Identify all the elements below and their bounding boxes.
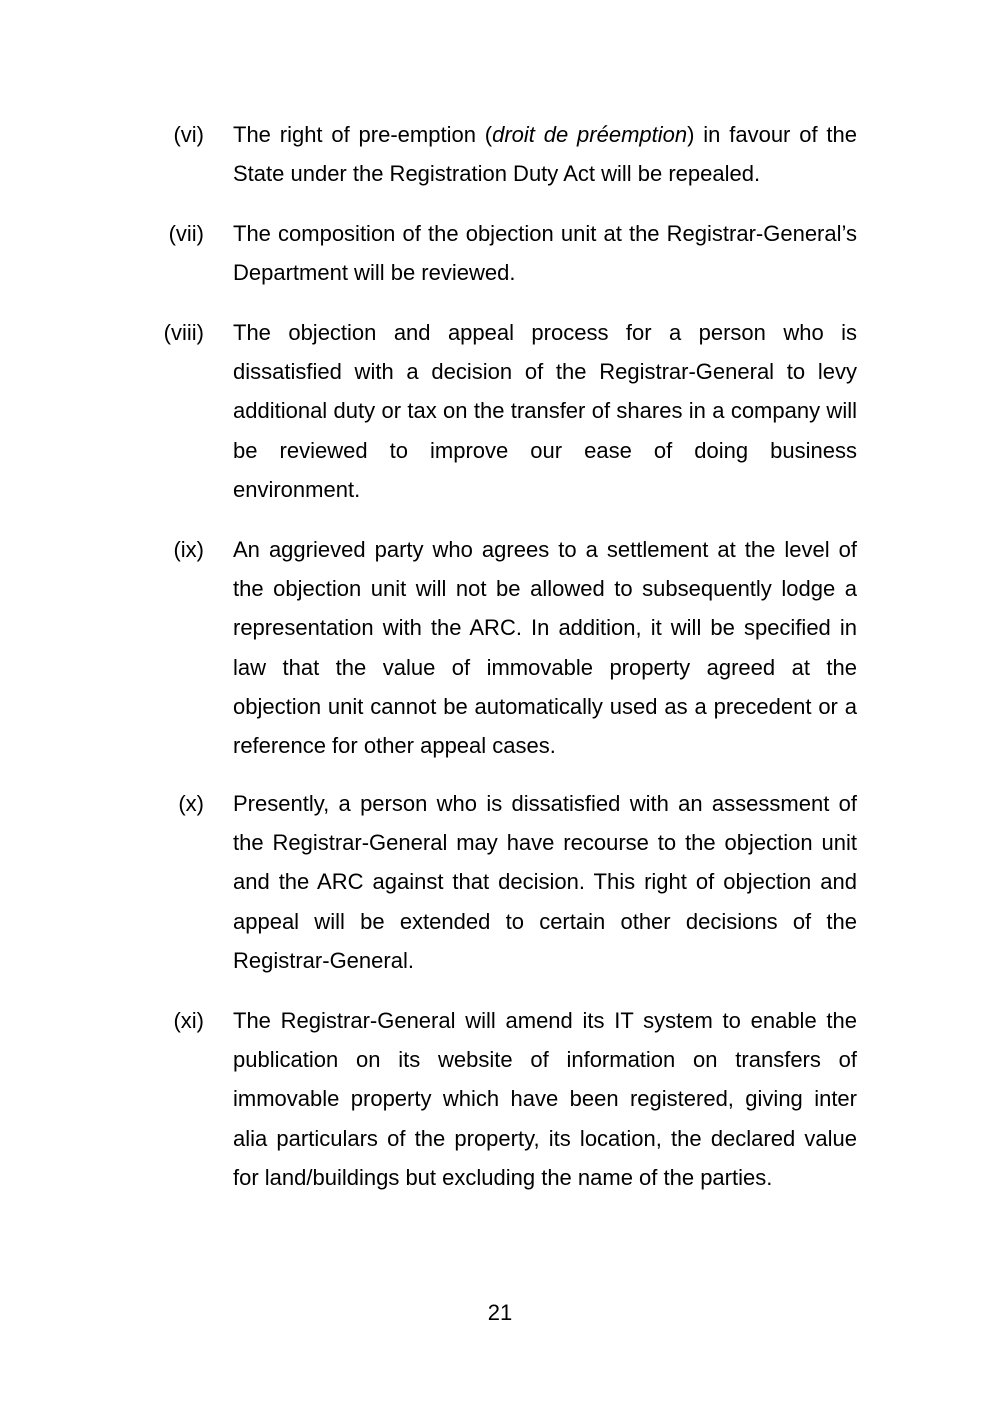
item-text: The objection and appeal process for a person who is dissatisfied with a decision of the Registrar-General to levy additional duty or tax on the transfer of shares in a company will be reviewed to improve our ease of doing business environment. — [233, 320, 857, 502]
item-text: The Registrar-General will amend its IT system to enable the publication on its website of information on transfers of immovable property which have been registered, giving inter alia particulars of the property, its location, the declared value for land/buildings but excluding the name of the parties. — [233, 1008, 857, 1190]
item-text-end: ) in favour of the State under the Registration Duty Act will be repealed. — [233, 122, 857, 187]
item-text: Presently, a person who is dissatisfied with an assessment of the Registrar-General may have recourse to the objection unit and the ARC against that decision. This right of objection and appeal will be extended to certain other decisions of the Registrar-General. — [233, 791, 857, 973]
item-text — [233, 115, 857, 193]
item-number: (xi) — [173, 1008, 204, 1033]
item-number: (ix) — [173, 537, 204, 562]
item-number: (vi) — [173, 122, 204, 147]
item-text: An aggrieved party who agrees to a settlement at the level of the objection unit will not be allowed to subsequently lodge a representation with the ARC. In addition, it will be specified in law that the value of immovable property agreed at the objection unit cannot be automatically used as a precedent or a reference for other appeal cases. — [233, 537, 857, 759]
italic-term: droit de préemption — [492, 122, 688, 147]
item-number: (viii) — [163, 320, 204, 345]
item-text: The composition of the objection unit at the Registrar-General’s Department will be reviewed. — [233, 221, 857, 286]
item-text-start: The right of pre-emption ( — [233, 122, 493, 147]
item-number: (vii) — [168, 221, 204, 246]
page-number: 21 — [487, 1300, 513, 1325]
item-number: (x) — [178, 791, 204, 816]
